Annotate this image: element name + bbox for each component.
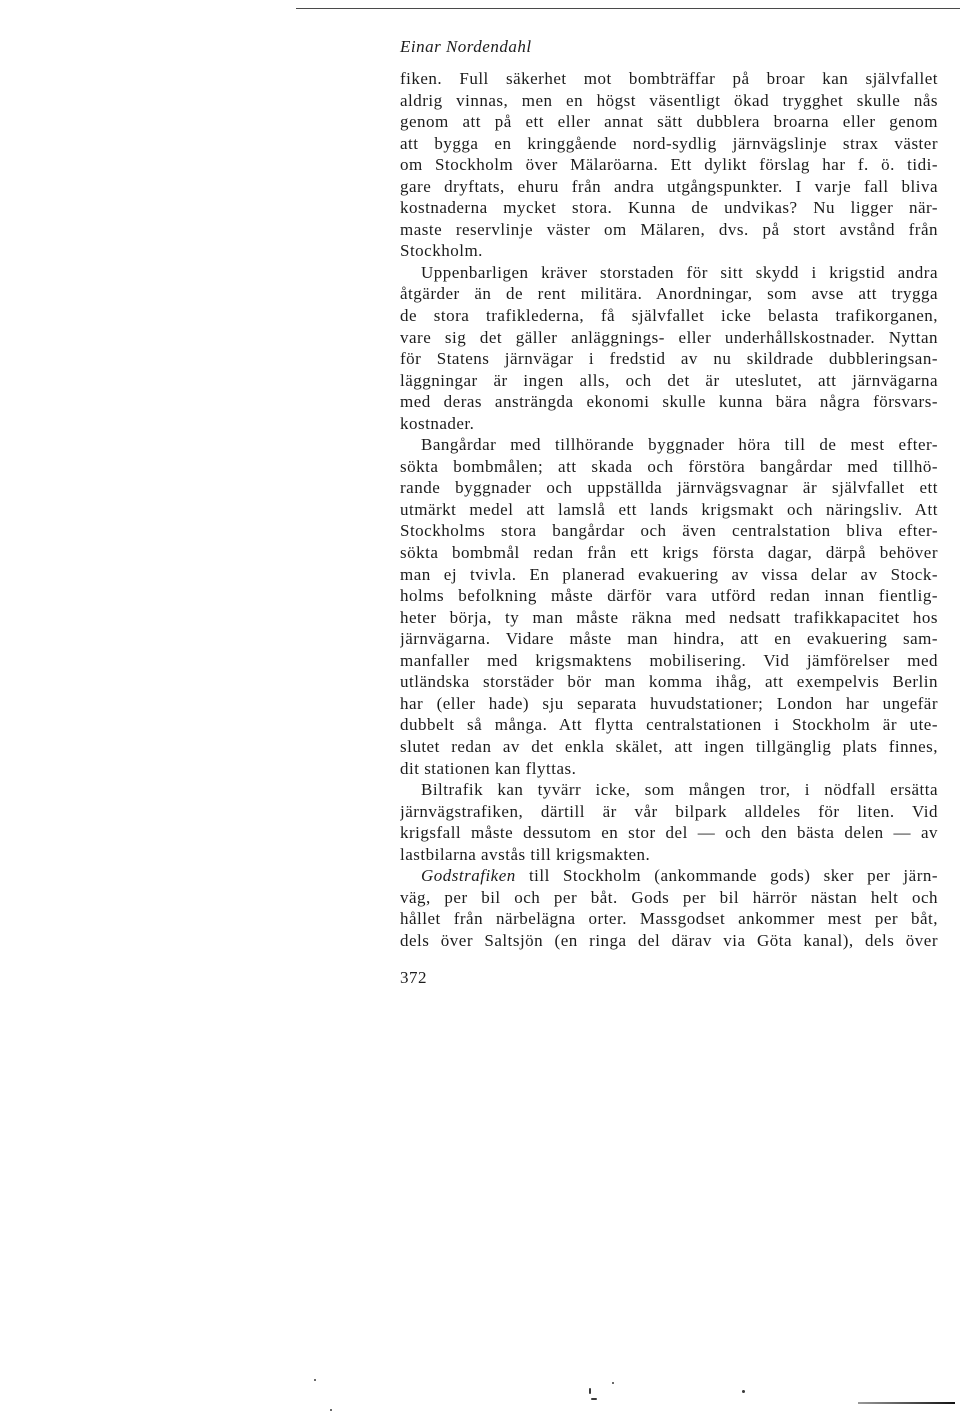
text-line: järnvägstrafiken, därtill är vår bilpark alldeles för liten. Vid: [400, 801, 938, 821]
paragraph: [400, 262, 938, 434]
text-line: manfaller med krigsmaktens mobilisering. Vid jämförelser med: [400, 650, 938, 670]
text-line: väg, per bil och per båt. Gods per bil härrör nästan helt och: [400, 887, 938, 907]
text-line: sökta bombmålen; att skada och förstöra bangårdar med tillhö-: [400, 456, 938, 476]
body-text: [400, 68, 938, 951]
text-line: heter börja, ty man måste räkna med nedsatt trafikkapacitet hos: [400, 607, 938, 627]
scan-mark: [858, 1402, 955, 1404]
text-line: om Stockholm över Mälaröarna. Ett dylikt förslag har f. ö. tidi-: [400, 155, 938, 175]
text-line: man ej tvivla. En planerad evakuering av vissa delar av Stock-: [400, 564, 938, 584]
text-line: kostnaderna mycket stora. Kunna de undvikas? Nu ligger när-: [400, 198, 938, 218]
text-line: Stockholm.: [400, 241, 483, 261]
top-rule: [296, 8, 960, 9]
line-text: till Stockholm (ankommande gods) sker per järn-: [528, 866, 938, 886]
text-line: vare sig det gäller anläggnings- eller underhållskostnader. Nyttan: [400, 327, 938, 347]
paragraph: [400, 779, 938, 865]
scan-speck: [589, 1388, 591, 1394]
text-line: de stora trafiklederna, få självfallet icke belasta trafikorganen,: [400, 306, 938, 326]
text-line: har (eller hade) sju separata huvudstationer; London har ungefär: [400, 693, 938, 713]
text-line: lastbilarna avstås till krigsmakten.: [400, 844, 651, 864]
text-line: att bygga en kringgående nord-sydlig järnvägslinje strax väster: [400, 133, 938, 153]
text-line: slutet redan av det enkla skälet, att ingen tillgänglig plats finnes,: [400, 736, 938, 756]
text-line: dubbelt så många. Att flytta centralstationen i Stockholm är ute-: [400, 715, 938, 735]
scan-speck: [314, 1379, 316, 1381]
scan-speck: [742, 1390, 745, 1393]
text-line: aldrig vinnas, men en högst väsentligt ökad trygghet skulle nås: [400, 90, 938, 110]
text-line: hållet från närbelägna orter. Massgodset ankommer mest per båt,: [400, 909, 938, 929]
text-line: järnvägarna. Vidare måste man hindra, att en evakuering sam-: [400, 629, 938, 649]
text-line: gare dryftats, ehuru från andra utgångspunkter. I varje fall bliva: [400, 176, 938, 196]
text-line: krigsfall måste dessutom en stor del — och den bästa delen — av: [400, 823, 938, 843]
text-line: läggningar är ingen alls, och det är uteslutet, att järnvägarna: [400, 370, 938, 390]
text-line: utmärkt medel att lamslå ett lands krigsmakt och näringsliv. Att: [400, 499, 938, 519]
paragraph: [400, 434, 938, 779]
text-line: holms befolkning måste därför vara utförd redan innan fientlig-: [400, 586, 938, 606]
text-line: rande byggnader och uppställda järnvägsvagnar är självfallet ett: [400, 478, 938, 498]
running-head-author: Einar Nordendahl: [400, 37, 532, 56]
text-line: fiken. Full säkerhet mot bombträffar på broar kan självfallet: [400, 69, 938, 88]
text-line: dit stationen kan flyttas.: [400, 758, 577, 778]
emphasized-term: Godstrafiken: [421, 866, 516, 886]
text-line: med deras ansträngda ekonomi skulle kunna bära några försvars-: [400, 392, 938, 412]
text-line: dels över Saltsjön (en ringa del därav via Göta kanal), dels över: [400, 930, 938, 950]
text-line: kostnader.: [400, 413, 475, 433]
text-line: [400, 865, 938, 887]
text-line: sökta bombmål redan från ett krigs första dagar, därpå behöver: [400, 543, 938, 563]
page-number: 372: [400, 968, 427, 987]
text-line: utländska storstäder bör man komma ihåg, att exempelvis Berlin: [400, 672, 938, 692]
paragraph: [400, 68, 938, 262]
text-line: maste reservlinje väster om Mälaren, dvs. på stort avstånd från: [400, 219, 938, 239]
text-line: genom att på ett eller annat sätt dubblera broarna eller genom: [400, 112, 938, 132]
text-line: Biltrafik kan tyvärr icke, som mången tror, i nödfall ersätta: [421, 780, 938, 800]
scan-speck: [330, 1409, 332, 1411]
scan-speck: [612, 1382, 614, 1384]
text-line: Stockholms stora bangårdar och även centralstation bliva efter-: [400, 521, 938, 541]
paragraph: [400, 865, 938, 951]
text-line: Uppenbarligen kräver storstaden för sitt skydd i krigstid andra: [421, 262, 938, 282]
scan-speck: [591, 1398, 597, 1400]
text-line: åtgärder än de rent militära. Anordningar, som avse att trygga: [400, 284, 938, 304]
text-line: för Statens järnvägar i fredstid av nu skildrade dubbleringsan-: [400, 349, 938, 369]
text-line: Bangårdar med tillhörande byggnader höra till de mest efter-: [421, 435, 938, 455]
